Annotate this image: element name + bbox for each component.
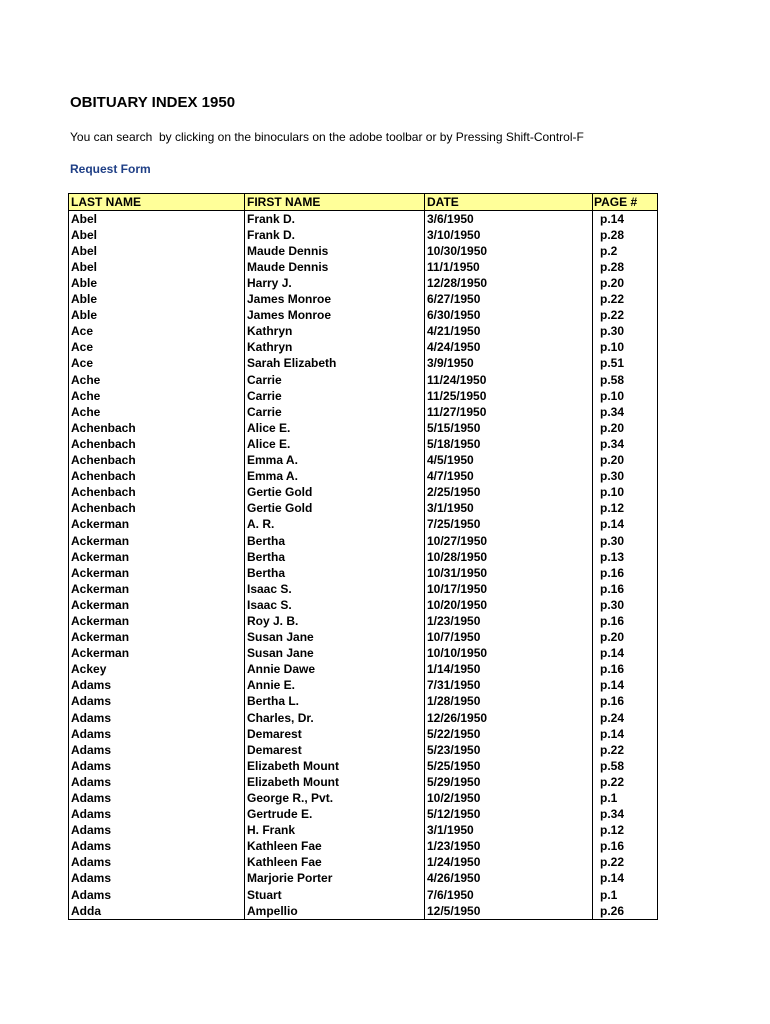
last-name-cell: Ackerman <box>69 581 245 597</box>
date-cell: 1/23/1950 <box>425 839 593 855</box>
page-cell: p.22 <box>593 742 658 758</box>
first-name-cell: Stuart <box>245 887 425 903</box>
first-name-cell: Emma A. <box>245 469 425 485</box>
table-row <box>69 726 658 742</box>
last-name-cell: Adams <box>69 790 245 806</box>
last-name-cell: Abel <box>69 259 245 275</box>
last-name-cell: Adams <box>69 871 245 887</box>
last-name-cell: Adams <box>69 774 245 790</box>
date-cell: 10/30/1950 <box>425 243 593 259</box>
page-cell: p.13 <box>593 549 658 565</box>
last-name-cell: Achenbach <box>69 501 245 517</box>
page-cell: p.22 <box>593 855 658 871</box>
page-title: OBITUARY INDEX 1950 <box>70 94 236 111</box>
last-name-cell: Adams <box>69 726 245 742</box>
first-name-cell: Frank D. <box>245 211 425 228</box>
page-cell: p.1 <box>593 887 658 903</box>
table-row <box>69 372 658 388</box>
page-cell: p.20 <box>593 453 658 469</box>
first-name-cell: Maude Dennis <box>245 259 425 275</box>
last-name-cell: Ace <box>69 356 245 372</box>
last-name-cell: Achenbach <box>69 420 245 436</box>
table-row <box>69 292 658 308</box>
page-cell: p.34 <box>593 404 658 420</box>
first-name-cell: Bertha <box>245 565 425 581</box>
first-name-cell: James Monroe <box>245 308 425 324</box>
page-cell: p.58 <box>593 372 658 388</box>
table-row <box>69 356 658 372</box>
table-row <box>69 404 658 420</box>
date-cell: 10/2/1950 <box>425 790 593 806</box>
date-cell: 5/23/1950 <box>425 742 593 758</box>
first-name-cell: Demarest <box>245 742 425 758</box>
date-cell: 5/12/1950 <box>425 807 593 823</box>
date-cell: 12/5/1950 <box>425 903 593 920</box>
table-row <box>69 839 658 855</box>
page-cell: p.2 <box>593 243 658 259</box>
first-name-cell: George R., Pvt. <box>245 790 425 806</box>
page-cell: p.14 <box>593 646 658 662</box>
table-row <box>69 758 658 774</box>
page-cell: p.14 <box>593 678 658 694</box>
header-first-name: FIRST NAME <box>245 194 425 211</box>
last-name-cell: Adams <box>69 694 245 710</box>
date-cell: 10/28/1950 <box>425 549 593 565</box>
date-cell: 3/10/1950 <box>425 227 593 243</box>
date-cell: 3/1/1950 <box>425 823 593 839</box>
page-cell: p.34 <box>593 807 658 823</box>
page-cell: p.20 <box>593 420 658 436</box>
date-cell: 7/6/1950 <box>425 887 593 903</box>
date-cell: 3/6/1950 <box>425 211 593 228</box>
page-cell: p.22 <box>593 774 658 790</box>
first-name-cell: Elizabeth Mount <box>245 774 425 790</box>
obituary-index-table <box>68 193 658 920</box>
page-cell: p.58 <box>593 758 658 774</box>
date-cell: 5/18/1950 <box>425 436 593 452</box>
first-name-cell: Bertha <box>245 533 425 549</box>
first-name-cell: Marjorie Porter <box>245 871 425 887</box>
date-cell: 1/23/1950 <box>425 613 593 629</box>
page-cell: p.10 <box>593 388 658 404</box>
last-name-cell: Achenbach <box>69 485 245 501</box>
date-cell: 5/29/1950 <box>425 774 593 790</box>
date-cell: 4/21/1950 <box>425 324 593 340</box>
first-name-cell: Maude Dennis <box>245 243 425 259</box>
table-row <box>69 485 658 501</box>
date-cell: 4/5/1950 <box>425 453 593 469</box>
table-row <box>69 340 658 356</box>
first-name-cell: Frank D. <box>245 227 425 243</box>
first-name-cell: Kathleen Fae <box>245 839 425 855</box>
last-name-cell: Achenbach <box>69 469 245 485</box>
first-name-cell: H. Frank <box>245 823 425 839</box>
first-name-cell: Harry J. <box>245 275 425 291</box>
date-cell: 4/7/1950 <box>425 469 593 485</box>
first-name-cell: Sarah Elizabeth <box>245 356 425 372</box>
table-row <box>69 259 658 275</box>
page-cell: p.16 <box>593 839 658 855</box>
last-name-cell: Abel <box>69 211 245 228</box>
date-cell: 10/27/1950 <box>425 533 593 549</box>
header-last-name: LAST NAME <box>69 194 245 211</box>
last-name-cell: Ackerman <box>69 613 245 629</box>
first-name-cell: Emma A. <box>245 453 425 469</box>
date-cell: 1/24/1950 <box>425 855 593 871</box>
last-name-cell: Ackerman <box>69 517 245 533</box>
last-name-cell: Adams <box>69 887 245 903</box>
date-cell: 11/24/1950 <box>425 372 593 388</box>
first-name-cell: Isaac S. <box>245 581 425 597</box>
table-row <box>69 678 658 694</box>
table-row <box>69 597 658 613</box>
date-cell: 2/25/1950 <box>425 485 593 501</box>
last-name-cell: Adda <box>69 903 245 920</box>
date-cell: 10/17/1950 <box>425 581 593 597</box>
table-row <box>69 211 658 228</box>
last-name-cell: Adams <box>69 855 245 871</box>
last-name-cell: Adams <box>69 823 245 839</box>
last-name-cell: Ache <box>69 404 245 420</box>
first-name-cell: Gertrude E. <box>245 807 425 823</box>
table-row <box>69 790 658 806</box>
first-name-cell: Annie Dawe <box>245 662 425 678</box>
page-cell: p.14 <box>593 517 658 533</box>
page-cell: p.20 <box>593 275 658 291</box>
page-cell: p.24 <box>593 710 658 726</box>
first-name-cell: Annie E. <box>245 678 425 694</box>
first-name-cell: Bertha <box>245 549 425 565</box>
last-name-cell: Ackerman <box>69 549 245 565</box>
page-cell: p.12 <box>593 823 658 839</box>
table-row <box>69 453 658 469</box>
table-row <box>69 469 658 485</box>
date-cell: 4/24/1950 <box>425 340 593 356</box>
page-cell: p.30 <box>593 324 658 340</box>
page-cell: p.14 <box>593 871 658 887</box>
table-row <box>69 420 658 436</box>
table-row <box>69 388 658 404</box>
last-name-cell: Ackerman <box>69 533 245 549</box>
table-row <box>69 308 658 324</box>
page-cell: p.14 <box>593 211 658 228</box>
table-row <box>69 774 658 790</box>
date-cell: 10/7/1950 <box>425 630 593 646</box>
date-cell: 6/30/1950 <box>425 308 593 324</box>
table-row <box>69 275 658 291</box>
page-cell: p.16 <box>593 694 658 710</box>
date-cell: 5/22/1950 <box>425 726 593 742</box>
table-row <box>69 243 658 259</box>
date-cell: 7/25/1950 <box>425 517 593 533</box>
date-cell: 7/31/1950 <box>425 678 593 694</box>
page-cell: p.10 <box>593 340 658 356</box>
page-cell: p.1 <box>593 790 658 806</box>
first-name-cell: Carrie <box>245 372 425 388</box>
page-cell: p.26 <box>593 903 658 920</box>
table-header-row <box>69 194 658 211</box>
first-name-cell: Gertie Gold <box>245 501 425 517</box>
date-cell: 5/15/1950 <box>425 420 593 436</box>
last-name-cell: Achenbach <box>69 453 245 469</box>
table-row <box>69 742 658 758</box>
date-cell: 5/25/1950 <box>425 758 593 774</box>
date-cell: 3/9/1950 <box>425 356 593 372</box>
table-row <box>69 807 658 823</box>
date-cell: 4/26/1950 <box>425 871 593 887</box>
table-row <box>69 565 658 581</box>
page-cell: p.30 <box>593 597 658 613</box>
table-row <box>69 823 658 839</box>
first-name-cell: Kathleen Fae <box>245 855 425 871</box>
last-name-cell: Adams <box>69 758 245 774</box>
table-row <box>69 662 658 678</box>
date-cell: 10/10/1950 <box>425 646 593 662</box>
table-row <box>69 855 658 871</box>
first-name-cell: Kathryn <box>245 340 425 356</box>
table-row <box>69 581 658 597</box>
table-row <box>69 501 658 517</box>
table-row <box>69 533 658 549</box>
last-name-cell: Able <box>69 308 245 324</box>
header-page: PAGE # <box>593 194 658 211</box>
page-cell: p.16 <box>593 613 658 629</box>
last-name-cell: Ace <box>69 324 245 340</box>
first-name-cell: Susan Jane <box>245 646 425 662</box>
date-cell: 1/28/1950 <box>425 694 593 710</box>
date-cell: 11/1/1950 <box>425 259 593 275</box>
last-name-cell: Adams <box>69 710 245 726</box>
search-instructions: You can search by clicking on the binoculars on the adobe toolbar or by Pressing Shift-Control-F <box>70 130 584 144</box>
page-cell: p.20 <box>593 630 658 646</box>
table-row <box>69 436 658 452</box>
last-name-cell: Adams <box>69 742 245 758</box>
page-cell: p.12 <box>593 501 658 517</box>
date-cell: 12/26/1950 <box>425 710 593 726</box>
last-name-cell: Ace <box>69 340 245 356</box>
last-name-cell: Ackerman <box>69 565 245 581</box>
first-name-cell: A. R. <box>245 517 425 533</box>
date-cell: 10/20/1950 <box>425 597 593 613</box>
page-cell: p.30 <box>593 469 658 485</box>
table-row <box>69 613 658 629</box>
page-cell: p.16 <box>593 581 658 597</box>
table-row <box>69 324 658 340</box>
first-name-cell: Carrie <box>245 388 425 404</box>
last-name-cell: Ackey <box>69 662 245 678</box>
last-name-cell: Abel <box>69 243 245 259</box>
last-name-cell: Adams <box>69 678 245 694</box>
page-cell: p.22 <box>593 308 658 324</box>
first-name-cell: Ampellio <box>245 903 425 920</box>
page-cell: p.34 <box>593 436 658 452</box>
table-row <box>69 227 658 243</box>
last-name-cell: Ache <box>69 372 245 388</box>
date-cell: 11/27/1950 <box>425 404 593 420</box>
page-cell: p.16 <box>593 662 658 678</box>
last-name-cell: Able <box>69 275 245 291</box>
table-row <box>69 549 658 565</box>
first-name-cell: James Monroe <box>245 292 425 308</box>
first-name-cell: Roy J. B. <box>245 613 425 629</box>
last-name-cell: Adams <box>69 839 245 855</box>
page-cell: p.16 <box>593 565 658 581</box>
table-row <box>69 646 658 662</box>
last-name-cell: Achenbach <box>69 436 245 452</box>
last-name-cell: Ackerman <box>69 597 245 613</box>
table-row <box>69 871 658 887</box>
first-name-cell: Carrie <box>245 404 425 420</box>
first-name-cell: Charles, Dr. <box>245 710 425 726</box>
page-cell: p.10 <box>593 485 658 501</box>
table-row <box>69 630 658 646</box>
request-form-link[interactable]: Request Form <box>70 162 151 176</box>
last-name-cell: Ackerman <box>69 630 245 646</box>
first-name-cell: Demarest <box>245 726 425 742</box>
first-name-cell: Isaac S. <box>245 597 425 613</box>
page-cell: p.30 <box>593 533 658 549</box>
date-cell: 12/28/1950 <box>425 275 593 291</box>
last-name-cell: Abel <box>69 227 245 243</box>
first-name-cell: Susan Jane <box>245 630 425 646</box>
last-name-cell: Able <box>69 292 245 308</box>
date-cell: 6/27/1950 <box>425 292 593 308</box>
table-body <box>69 211 658 920</box>
table-row <box>69 903 658 920</box>
date-cell: 11/25/1950 <box>425 388 593 404</box>
first-name-cell: Gertie Gold <box>245 485 425 501</box>
first-name-cell: Kathryn <box>245 324 425 340</box>
first-name-cell: Bertha L. <box>245 694 425 710</box>
header-date: DATE <box>425 194 593 211</box>
date-cell: 3/1/1950 <box>425 501 593 517</box>
table-row <box>69 517 658 533</box>
table-row <box>69 694 658 710</box>
first-name-cell: Elizabeth Mount <box>245 758 425 774</box>
last-name-cell: Ache <box>69 388 245 404</box>
date-cell: 1/14/1950 <box>425 662 593 678</box>
date-cell: 10/31/1950 <box>425 565 593 581</box>
page-cell: p.28 <box>593 259 658 275</box>
first-name-cell: Alice E. <box>245 436 425 452</box>
page-cell: p.28 <box>593 227 658 243</box>
table-row <box>69 710 658 726</box>
page-cell: p.51 <box>593 356 658 372</box>
last-name-cell: Adams <box>69 807 245 823</box>
last-name-cell: Ackerman <box>69 646 245 662</box>
table-row <box>69 887 658 903</box>
page-cell: p.22 <box>593 292 658 308</box>
first-name-cell: Alice E. <box>245 420 425 436</box>
page-cell: p.14 <box>593 726 658 742</box>
